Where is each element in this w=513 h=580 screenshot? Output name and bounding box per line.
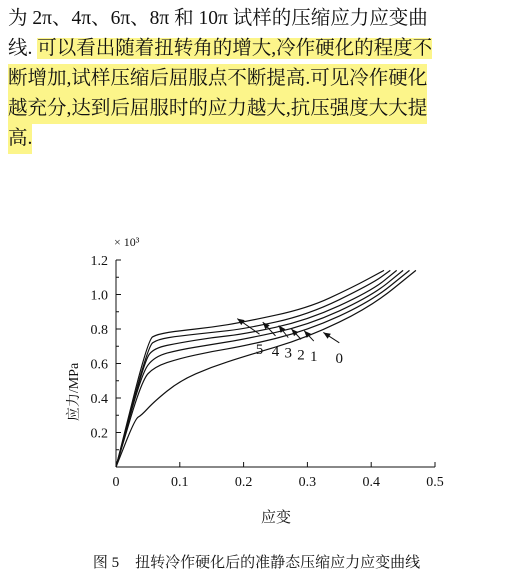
- paragraph-line-3-end: 可见冷作硬化: [310, 68, 428, 89]
- x-tick-label: 0.2: [234, 475, 253, 490]
- highlighted-text-2: [8, 64, 427, 94]
- highlighted-text-4: 高.: [8, 124, 32, 154]
- paragraph-line-2: [8, 34, 506, 64]
- highlighted-text-1: 可以看出随着扭转角的增大,冷作硬化的程度不: [37, 38, 433, 59]
- y-tick-label: 0.2: [90, 426, 108, 442]
- y-multiplier-label: × 10³: [114, 235, 140, 249]
- x-tick-label: 0: [112, 475, 120, 490]
- y-tick-label: 0.4: [90, 392, 108, 407]
- y-axis-label: 应力/MPa: [67, 362, 82, 422]
- series-label-3: 3: [284, 345, 293, 362]
- paragraph-line-3: 断增加,试样压缩后屈服点不断提高.: [8, 68, 311, 89]
- series-line-5: [116, 270, 384, 467]
- y-tick-label: 0.8: [90, 323, 108, 338]
- x-tick-label: 0.1: [171, 475, 189, 490]
- y-tick-label: 0.6: [90, 357, 108, 373]
- x-tick-label: 0.4: [362, 475, 380, 490]
- series-line-4: [116, 270, 390, 467]
- figure-caption-text: 扭转冷作硬化后的准静态压缩应力应变曲线: [135, 555, 421, 571]
- chart-ticks: [91, 254, 444, 490]
- paragraph-line-1: 为 2π、4π、6π、8π 和 10π 试样的压缩应力应变曲: [8, 8, 428, 29]
- series-line-2: [116, 270, 403, 467]
- series-label-1: 1: [310, 349, 318, 366]
- arrow-head-0: [323, 332, 331, 338]
- series-label-0: 0: [335, 350, 344, 367]
- stress-strain-chart: [48, 232, 468, 532]
- x-axis-label: 应变: [260, 510, 292, 526]
- series-label-4: 4: [271, 343, 280, 360]
- series-label-5: 5: [255, 342, 264, 359]
- figure-caption: [0, 551, 513, 572]
- paragraph-line-2-start: 线.: [8, 38, 33, 59]
- y-tick-label: 1.2: [90, 254, 108, 269]
- x-tick-label: 0.3: [298, 475, 317, 490]
- highlighted-text-3: 越充分,达到后屈服时的应力越大,抗压强度大大提: [8, 94, 427, 124]
- chart-series: [116, 270, 416, 467]
- x-tick-label: 0.5: [426, 475, 444, 490]
- series-line-3: [116, 270, 397, 467]
- figure-number: 图 5: [92, 555, 120, 571]
- series-line-1: [116, 270, 410, 467]
- series-label-2: 2: [297, 347, 305, 364]
- body-paragraph: [8, 4, 506, 154]
- y-tick-label: 1.0: [90, 288, 108, 304]
